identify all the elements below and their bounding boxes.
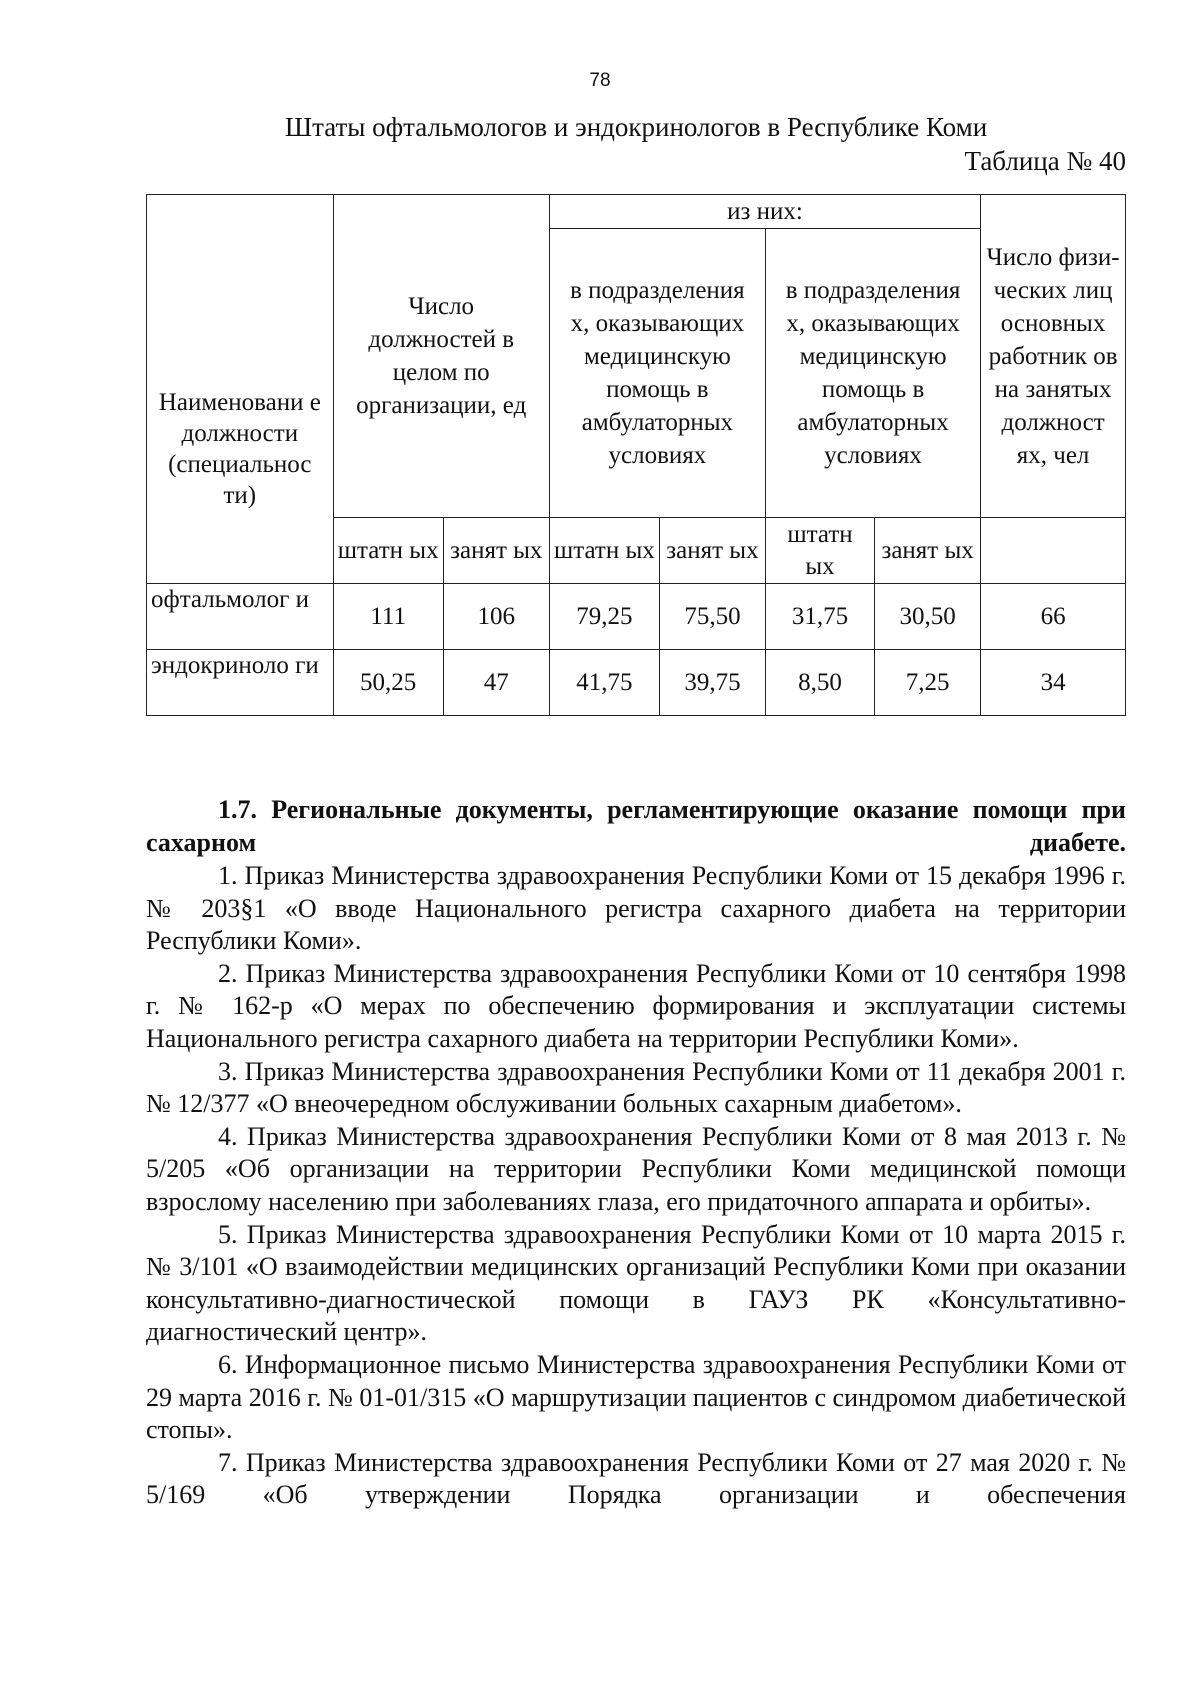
header-position-name	[147, 195, 334, 584]
header-physical-persons: Число физи- ческих лиц основных работник ов на занятых должност ях, чел	[981, 195, 1126, 518]
list-item: 4. Приказ Министерства здравоохранения Республики Коми от 8 мая 2013 г. № 5/205 «Об организации на территории Республики Коми медицинской помощи взрослому населению при заболеваниях глаза, его придаточного аппарата и орбиты».	[146, 1121, 1126, 1216]
section-heading: 1.7. Региональные документы, регламентирующие оказание помощи при сахарном диабете.	[146, 795, 1126, 857]
header-position-name-text: Наименовани е должности (специальнос ти)	[158, 389, 321, 509]
table-header-row	[147, 195, 1126, 229]
table-row	[147, 584, 1126, 650]
header-occupied: занят ых	[443, 518, 549, 584]
row-name: эндокриноло ги	[147, 650, 334, 716]
list-item: 1. Приказ Министерства здравоохранения Республики Коми от 15 декабря 1996 г. № 203§1 «О вводе Национального регистра сахарного диабета на территории Республики Коми».	[146, 861, 1126, 956]
cell-value: 50,25	[333, 650, 443, 716]
cell-value: 39,75	[659, 650, 765, 716]
header-staffed: штатн ых	[333, 518, 443, 584]
header-of-them: из них:	[549, 195, 980, 229]
header-outpatient-1: в подразделения х, оказывающих медицинскую помощь в амбулаторных условиях	[549, 229, 765, 518]
header-staffed: штатн ых	[549, 518, 659, 584]
page-number: 78	[589, 70, 611, 91]
header-occupied: занят ых	[875, 518, 981, 584]
table-title: Штаты офтальмологов и эндокринологов в Республике Коми	[284, 112, 988, 142]
staff-table	[146, 194, 1126, 716]
list-item: 6. Информационное письмо Министерства здравоохранения Республики Коми от 29 марта 2016 г. № 01-01/315 «О маршрутизации пациентов с синдромом диабетической стопы».	[146, 1349, 1126, 1445]
cell-value: 66	[981, 584, 1126, 650]
cell-value: 30,50	[875, 584, 981, 650]
documents-list	[146, 860, 1126, 1512]
cell-value: 8,50	[765, 650, 874, 716]
header-outpatient-2: в подразделения х, оказывающих медицинскую помощь в амбулаторных условиях	[765, 229, 980, 518]
table-label: Таблица № 40	[964, 146, 1126, 176]
header-positions-total: Число должностей в целом по организации, ед	[333, 195, 549, 518]
header-empty	[981, 518, 1126, 584]
cell-value: 47	[443, 650, 549, 716]
list-item: 3. Приказ Министерства здравоохранения Республики Коми от 11 декабря 2001 г. № 12/377 «О внеочередном обслуживании больных сахарным диабетом».	[146, 1056, 1126, 1119]
list-item: 7. Приказ Министерства здравоохранения Республики Коми от 27 мая 2020 г. № 5/169 «Об утверждении Порядка организации и обеспечения	[146, 1447, 1126, 1510]
list-item: 5. Приказ Министерства здравоохранения Республики Коми от 10 марта 2015 г. № 3/101 «О взаимодействии медицинских организаций Республики Коми при оказании консультативно-диагностической помощи в ГАУЗ РК «Консультативно-диагностический центр».	[146, 1219, 1126, 1347]
cell-value: 31,75	[765, 584, 874, 650]
cell-value: 7,25	[875, 650, 981, 716]
cell-value: 34	[981, 650, 1126, 716]
cell-value: 75,50	[659, 584, 765, 650]
row-name: офтальмолог и	[147, 584, 334, 650]
table-row	[147, 650, 1126, 716]
cell-value: 111	[333, 584, 443, 650]
list-item: 2. Приказ Министерства здравоохранения Республики Коми от 10 сентября 1998 г. № 162-р «О мерах по обеспечению формирования и эксплуатации системы Национального регистра сахарного диабета на территории Республики Коми».	[146, 958, 1126, 1053]
header-occupied: занят ых	[659, 518, 765, 584]
cell-value: 41,75	[549, 650, 659, 716]
cell-value: 106	[443, 584, 549, 650]
cell-value: 79,25	[549, 584, 659, 650]
header-staffed: штатн ых	[765, 518, 874, 584]
